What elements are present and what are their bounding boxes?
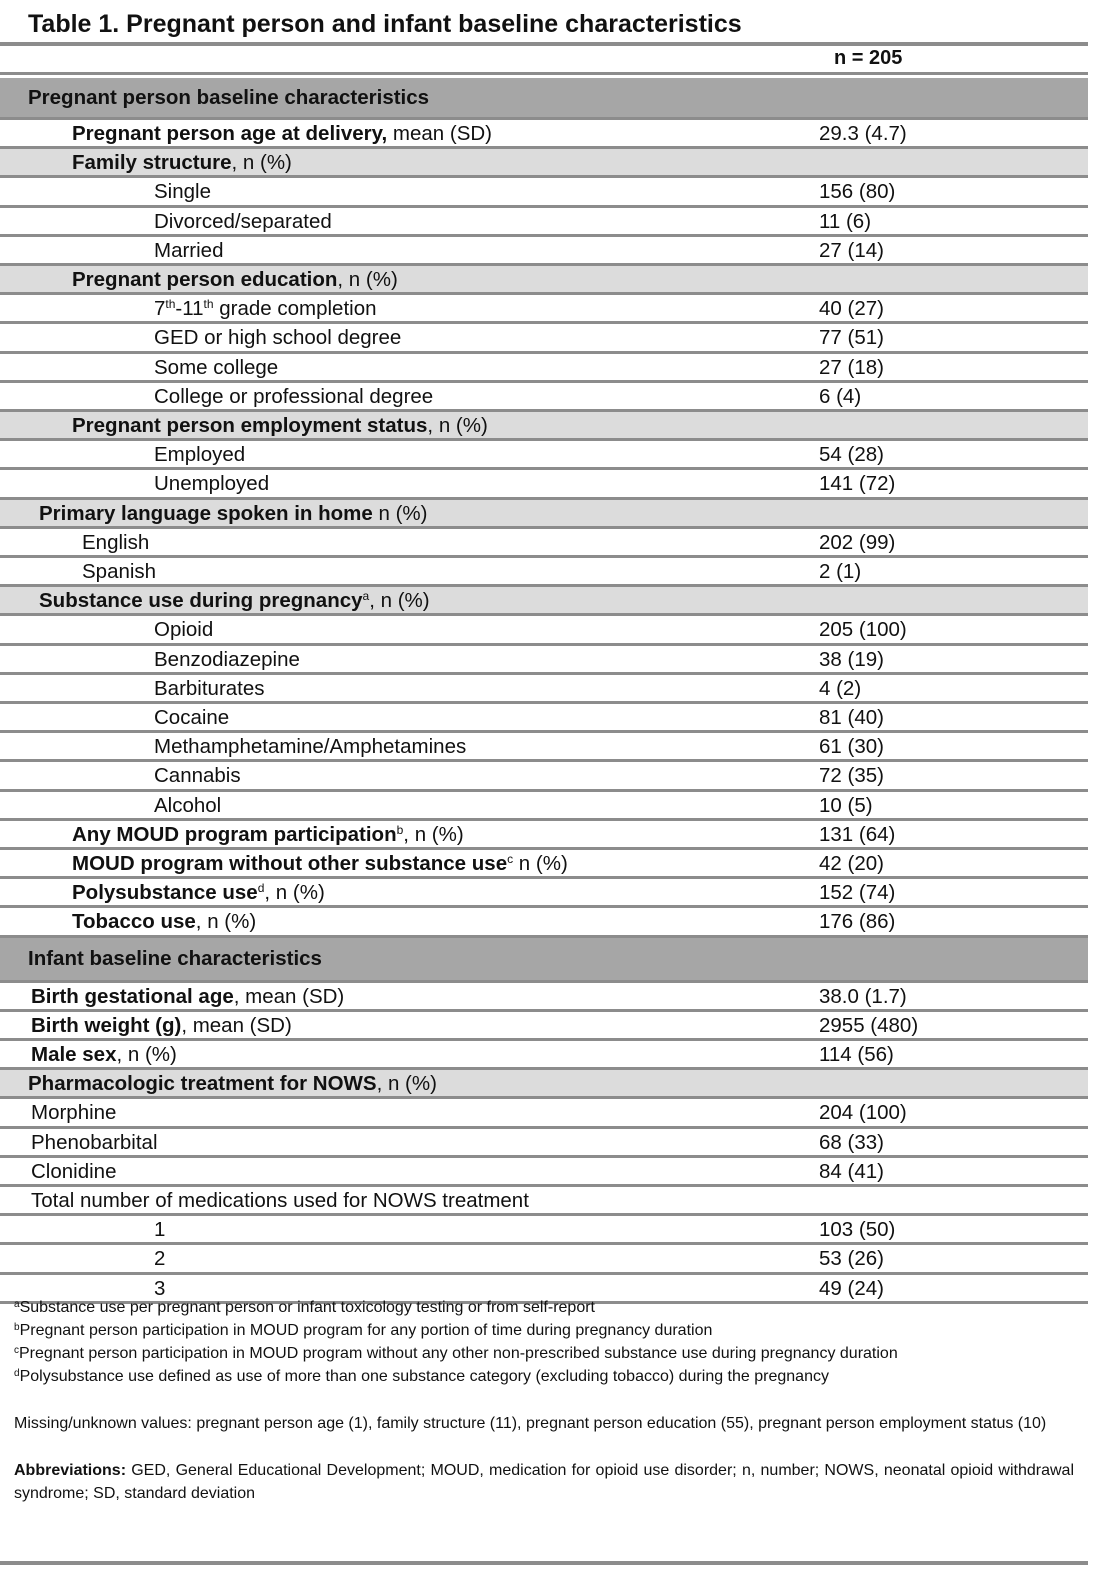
row-label-text: , n (%) <box>337 268 398 291</box>
row-label-bold: Pregnant person age at delivery, <box>72 122 388 145</box>
row-value: 77 (51) <box>819 326 884 350</box>
subheader-row <box>0 500 1088 529</box>
table-row <box>0 1012 1088 1041</box>
table-row <box>0 1041 1088 1070</box>
footnote-text: Polysubstance use defined as use of more than one substance category (excluding tobacco) during the pregnancy <box>19 1368 829 1385</box>
footnote-letter: c <box>14 1345 19 1356</box>
row-value: 27 (18) <box>819 355 884 379</box>
row-label <box>72 881 325 905</box>
row-label-text: Cocaine <box>154 706 230 729</box>
row-label-text: n (%) <box>513 852 568 875</box>
row-value: 27 (14) <box>819 238 884 262</box>
row-label <box>72 910 256 934</box>
table-row <box>0 879 1088 908</box>
table-row <box>0 762 1088 791</box>
footnote-list <box>14 1296 1074 1388</box>
row-value: 114 (56) <box>819 1043 894 1066</box>
row-value: 204 (100) <box>819 1101 907 1125</box>
row-label <box>154 297 377 321</box>
row-label-bold: Pregnant person employment status <box>72 414 428 437</box>
row-label-text: Morphine <box>31 1101 117 1125</box>
row-label-bold: Primary language spoken in home <box>39 501 373 525</box>
row-label <box>72 122 492 146</box>
row-value: 38.0 (1.7) <box>819 984 907 1008</box>
row-value: 54 (28) <box>819 443 884 467</box>
row-label <box>154 356 278 380</box>
row-label-bold: MOUD program without other substance use <box>72 852 508 875</box>
table-row <box>0 821 1088 850</box>
row-label <box>154 618 213 642</box>
row-value: 49 (24) <box>819 1276 884 1300</box>
grade-tail: grade completion <box>213 297 377 321</box>
footnote-marker: c <box>507 852 514 866</box>
table-row <box>0 324 1088 353</box>
row-value: 84 (41) <box>819 1159 884 1183</box>
row-label <box>72 268 398 292</box>
row-label <box>72 823 464 847</box>
sample-size-header: n = 205 <box>834 47 903 69</box>
row-label <box>154 677 265 701</box>
table-row <box>0 1129 1088 1158</box>
table-row <box>0 237 1088 266</box>
footnote <box>14 1365 1074 1388</box>
table-row <box>0 383 1088 412</box>
row-label-text: , n (%) <box>376 1072 437 1096</box>
row-label-bold: Pregnant person education <box>72 268 338 291</box>
table-title: Table 1. Pregnant person and infant baseline characteristics <box>28 10 742 38</box>
row-label-text: , n (%) <box>195 910 257 934</box>
table-row <box>0 295 1088 324</box>
row-label-text: , n (%) <box>403 822 464 846</box>
table-notes <box>14 1296 1074 1505</box>
row-label <box>154 794 221 818</box>
row-label <box>39 589 430 613</box>
footnote-marker: d <box>257 881 265 896</box>
bottom-rule <box>0 1561 1088 1565</box>
row-label <box>31 1014 292 1038</box>
row-label-text: Total number of medications used for NOWS treatment <box>31 1189 529 1212</box>
row-label-bold: Polysubstance use <box>72 881 258 905</box>
row-label <box>72 414 488 438</box>
row-label <box>154 180 211 204</box>
row-value: 141 (72) <box>819 472 896 496</box>
footnote-letter: b <box>14 1322 20 1333</box>
row-label <box>28 947 322 971</box>
row-label <box>154 239 224 263</box>
footnote-text: Pregnant person participation in MOUD program for any portion of time during pregnancy duration <box>19 1322 713 1339</box>
row-label-text: , n (%) <box>264 881 325 905</box>
row-value: 2955 (480) <box>819 1013 919 1037</box>
row-label-text: College or professional degree <box>154 384 434 408</box>
grade-end: 11 <box>182 297 204 321</box>
row-label-text: n (%) <box>372 501 428 525</box>
row-label-text: Benzodiazepine <box>154 647 300 671</box>
row-value: 72 (35) <box>819 764 884 788</box>
table-row <box>0 1187 1088 1216</box>
row-label-text: , mean (SD) <box>233 984 345 1008</box>
row-value: 205 (100) <box>819 618 907 642</box>
row-value: 103 (50) <box>819 1218 896 1242</box>
row-label-bold: Pharmacologic treatment for NOWS <box>28 1072 377 1096</box>
table-row <box>0 354 1088 383</box>
subheader-row <box>0 149 1088 178</box>
table-row <box>0 441 1088 470</box>
row-value: 11 (6) <box>819 209 872 233</box>
table-row <box>0 1099 1088 1128</box>
row-label-text: mean (SD) <box>387 122 493 145</box>
row-label-text: Cannabis <box>154 764 241 788</box>
row-label-bold: Pregnant person baseline characteristics <box>28 86 430 109</box>
row-label-text: Phenobarbital <box>31 1130 158 1154</box>
row-label-text: Employed <box>154 443 246 467</box>
table-row <box>0 733 1088 762</box>
row-value: 40 (27) <box>819 297 884 321</box>
table-row <box>0 1245 1088 1274</box>
row-label-bold: Male sex <box>31 1043 117 1066</box>
row-label-text: , n (%) <box>427 414 488 437</box>
row-label <box>154 1218 165 1242</box>
table-row <box>0 704 1088 733</box>
grade-dash: - <box>175 297 183 321</box>
row-label <box>154 443 245 467</box>
row-label <box>31 1160 116 1184</box>
subheader-row <box>0 266 1088 295</box>
table-row <box>0 908 1088 937</box>
row-label-text: , n (%) <box>116 1043 177 1066</box>
row-label <box>154 735 466 759</box>
grade-end-sup: th <box>203 297 214 312</box>
row-value: 42 (20) <box>819 852 884 875</box>
row-label <box>31 1131 158 1155</box>
row-label-bold: Substance use during pregnancy <box>39 589 363 613</box>
row-value: 29.3 (4.7) <box>819 122 907 145</box>
row-label-text: , n (%) <box>231 151 292 175</box>
row-label-text: Methamphetamine/Amphetamines <box>154 735 467 759</box>
section-row <box>0 78 1088 120</box>
row-label-text: Barbiturates <box>154 676 265 700</box>
row-label-text: , mean (SD) <box>181 1013 292 1037</box>
footnote <box>14 1296 1074 1319</box>
row-label-bold: Any MOUD program participation <box>72 822 397 846</box>
row-label-text: GED or high school degree <box>154 326 402 350</box>
row-label-bold: Birth gestational age <box>31 984 234 1008</box>
row-label <box>82 531 149 555</box>
row-label <box>154 706 229 730</box>
row-label-text: Alcohol <box>154 793 222 817</box>
footnote <box>14 1319 1074 1342</box>
row-label <box>39 502 427 526</box>
row-label-text: Single <box>154 180 211 204</box>
row-label-text: 1 <box>154 1218 166 1242</box>
abbreviations-note <box>14 1459 1074 1505</box>
row-label <box>31 1189 529 1213</box>
row-label-bold: Infant baseline characteristics <box>28 947 322 971</box>
row-label-text: 3 <box>154 1276 166 1300</box>
row-label <box>72 151 292 175</box>
table-row <box>0 1216 1088 1245</box>
grade-start-sup: th <box>165 297 176 312</box>
footnote-letter: d <box>14 1368 20 1379</box>
table-row <box>0 558 1088 587</box>
row-label-text: Clonidine <box>31 1159 117 1183</box>
table-row <box>0 178 1088 207</box>
abbreviations-text: GED, General Educational Development; MOUD, medication for opioid use disorder; n, number; NOWS, neonatal opioid withdrawal syndrome; SD, standard deviation <box>14 1462 1074 1502</box>
footnote <box>14 1342 1074 1365</box>
table-row <box>0 208 1088 237</box>
abbreviations-label: Abbreviations: <box>14 1462 127 1479</box>
row-label <box>82 560 156 584</box>
row-label <box>31 1043 177 1067</box>
row-label-text: Spanish <box>82 560 157 583</box>
row-label-text: English <box>82 530 150 554</box>
section-row <box>0 938 1088 983</box>
footnote-text: Substance use per pregnant person or infant toxicology testing or from self-report <box>19 1299 595 1316</box>
row-label-text: Some college <box>154 355 279 379</box>
row-value: 6 (4) <box>819 384 862 408</box>
footnote-text: Pregnant person participation in MOUD program without any other non-prescribed substance use during pregnancy duration <box>19 1345 898 1362</box>
row-value: 131 (64) <box>819 822 896 846</box>
grade-start: 7 <box>154 297 166 321</box>
row-value: 68 (33) <box>819 1130 884 1154</box>
missing-values-note: Missing/unknown values: pregnant person age (1), family structure (11), pregnant person education (55), pregnant person employment status (10) <box>14 1415 1047 1432</box>
row-value: 53 (26) <box>819 1247 884 1271</box>
row-label <box>154 764 241 788</box>
row-label <box>154 648 300 672</box>
row-label <box>154 472 269 496</box>
row-label-bold: Family structure <box>72 151 232 175</box>
row-label <box>154 385 433 409</box>
table-row <box>0 616 1088 645</box>
row-label-text: , n (%) <box>369 589 430 613</box>
row-value: 38 (19) <box>819 647 884 671</box>
row-label <box>28 86 429 110</box>
row-label-text: Opioid <box>154 618 214 642</box>
row-label-bold: Birth weight (g) <box>31 1013 182 1037</box>
row-label <box>154 1247 165 1271</box>
row-label <box>28 1072 437 1096</box>
row-label <box>154 326 401 350</box>
row-value: 202 (99) <box>819 530 896 554</box>
row-label <box>154 210 332 234</box>
row-value: 10 (5) <box>819 793 873 817</box>
row-value: 176 (86) <box>819 910 896 934</box>
table-row <box>0 792 1088 821</box>
row-value: 152 (74) <box>819 881 896 905</box>
footnote-letter: a <box>14 1299 20 1310</box>
row-value: 2 (1) <box>819 560 862 583</box>
table-row <box>0 983 1088 1012</box>
table-row <box>0 470 1088 499</box>
table-row <box>0 850 1088 879</box>
row-value: 156 (80) <box>819 180 896 204</box>
footnote-marker: b <box>396 822 404 837</box>
row-label <box>72 852 568 876</box>
row-label-bold: Tobacco use <box>72 910 196 934</box>
row-value: 4 (2) <box>819 676 862 700</box>
row-label <box>31 1101 116 1125</box>
row-value: 61 (30) <box>819 735 884 759</box>
subheader-row <box>0 412 1088 441</box>
subheader-row <box>0 587 1088 616</box>
row-value: 81 (40) <box>819 706 884 729</box>
row-label-text: 2 <box>154 1247 166 1271</box>
row-label-text: Divorced/separated <box>154 209 332 233</box>
subheader-row <box>0 1070 1088 1099</box>
table-row <box>0 646 1088 675</box>
table-row <box>0 1158 1088 1187</box>
row-label <box>31 985 344 1009</box>
row-label-text: Unemployed <box>154 472 270 496</box>
footnote-marker: a <box>362 589 370 604</box>
row-label-text: Married <box>154 238 224 262</box>
table-row <box>0 675 1088 704</box>
table-row <box>0 120 1088 149</box>
table-row <box>0 529 1088 558</box>
